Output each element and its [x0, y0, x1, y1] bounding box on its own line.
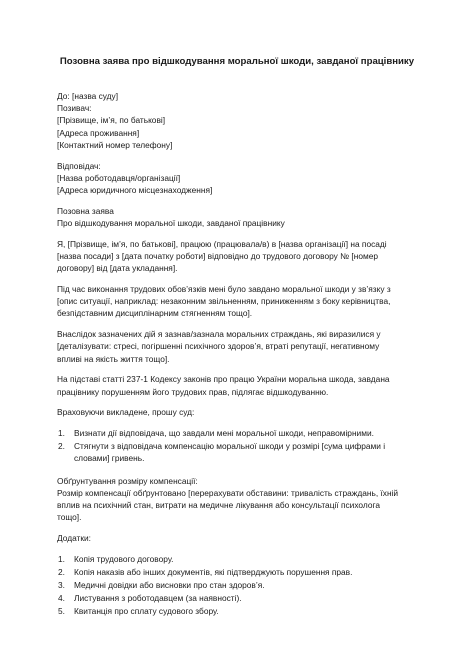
- list-item-text: Квитанція про сплату судового збору.: [74, 605, 219, 616]
- paragraph-line: тощо].: [57, 512, 82, 523]
- paragraph-line: Під час виконання трудових обов’язків мені було завдано моральної шкоди у зв’язку з: [57, 284, 391, 295]
- paragraph-line: впливі на якість життя тощо].: [57, 353, 170, 364]
- plaintiff-block: [57, 90, 422, 151]
- justification-heading: Обґрунтування розміру компенсації:: [57, 475, 198, 486]
- attachments-heading: Додатки:: [57, 533, 91, 544]
- paragraph-line: Я, [Прізвище, ім’я, по батькові], працюю (працювала/в) в [назва організації] на посаді: [57, 238, 387, 249]
- list-item-number: 4.: [58, 592, 65, 603]
- list-item-number: 5.: [58, 605, 65, 616]
- list-item-text: Копія наказів або інших документів, які підтверджують порушення прав.: [74, 566, 353, 577]
- paragraph-employment: [57, 238, 422, 275]
- paragraph-line: вплив на психічний стан, витрати на медичне лікування або консультації психолога: [57, 500, 380, 511]
- paragraph-request-intro: [57, 406, 422, 418]
- paragraph-legal-basis: [57, 373, 422, 397]
- plaintiff-name: [Прізвище, ім’я, по батькові]: [57, 115, 166, 126]
- list-item: [57, 553, 422, 565]
- list-item-text: Стягнути з відповідача компенсацію моральної шкоди у розмірі [сума цифрами і: [74, 441, 386, 452]
- claim-block: [57, 205, 422, 229]
- attachments-heading-block: [57, 532, 422, 544]
- list-item: [57, 440, 422, 464]
- list-item-number: 2.: [58, 441, 65, 452]
- court-recipient: До: [назва суду]: [57, 91, 119, 101]
- list-item-text: Медичні довідки або висновки про стан здоров’я.: [74, 579, 265, 590]
- plaintiff-phone: [Контактний номер телефону]: [57, 139, 173, 150]
- paragraph-line: На підставі статті 237-1 Кодексу законів про працю України моральна шкода, завдана: [57, 374, 390, 385]
- paragraph-line: Розмір компенсації обґрунтовано [перерахувати обставини: тривалість страждань, їхній: [57, 487, 399, 498]
- justification-block: [57, 475, 422, 524]
- paragraph-suffering: [57, 328, 422, 365]
- list-item-number: 1.: [58, 428, 65, 439]
- document-body: [57, 90, 422, 627]
- list-item: [57, 427, 422, 439]
- list-item-number: 2.: [58, 566, 65, 577]
- list-item: [57, 592, 422, 604]
- list-item-text: Визнати дії відповідача, що завдали мені моральної шкоди, неправомірними.: [74, 428, 374, 439]
- attachments-list: [57, 553, 422, 617]
- paragraph-line: [деталізувати: стресі, погіршенні психічного здоров’я, втраті репутації, негативному: [57, 341, 380, 352]
- plaintiff-label: Позивач:: [57, 103, 92, 114]
- document-title: Позовна заява про відшкодування моральної шкоди, завданої працівнику: [59, 56, 415, 67]
- list-item-text: Листування з роботодавцем (за наявності).: [74, 592, 242, 603]
- list-item-text: словами] гривень.: [74, 453, 145, 464]
- paragraph-line: Внаслідок зазначених дій я зазнав/зазнала моральних страждань, які виразилися у: [57, 329, 381, 340]
- paragraph-line: [опис ситуації, наприклад: незаконним звільненням, приниженням з боку керівництва,: [57, 296, 391, 307]
- claim-subject: Про відшкодування моральної шкоди, завданої працівнику: [57, 218, 285, 229]
- list-item-text: Копія трудового договору.: [74, 553, 174, 564]
- paragraph-line: безпідставним дисциплінарним стягненням тощо].: [57, 308, 253, 319]
- list-item: [57, 579, 422, 591]
- defendant-name: [Назва роботодавця/організації]: [57, 172, 181, 183]
- defendant-address: [Адреса юридичного місцезнаходження]: [57, 185, 213, 196]
- defendant-block: [57, 160, 422, 197]
- paragraph-damage: [57, 283, 422, 320]
- list-item-number: 1.: [58, 553, 65, 564]
- paragraph-line: Враховуючи викладене, прошу суд:: [57, 407, 195, 418]
- list-item: [57, 605, 422, 617]
- paragraph-line: договору] від [дата укладання].: [57, 263, 178, 274]
- paragraph-line: [назва посади] з [дата початку роботи] відповідно до трудового договору № [номер: [57, 251, 378, 262]
- list-item-number: 3.: [58, 579, 65, 590]
- plaintiff-address: [Адреса проживання]: [57, 127, 140, 138]
- list-item: [57, 566, 422, 578]
- defendant-label: Відповідач:: [57, 160, 101, 171]
- paragraph-line: працівнику порушенням його трудових прав, підлягає відшкодуванню.: [57, 386, 329, 397]
- claim-heading: Позовна заява: [57, 205, 114, 216]
- requests-list: [57, 427, 422, 464]
